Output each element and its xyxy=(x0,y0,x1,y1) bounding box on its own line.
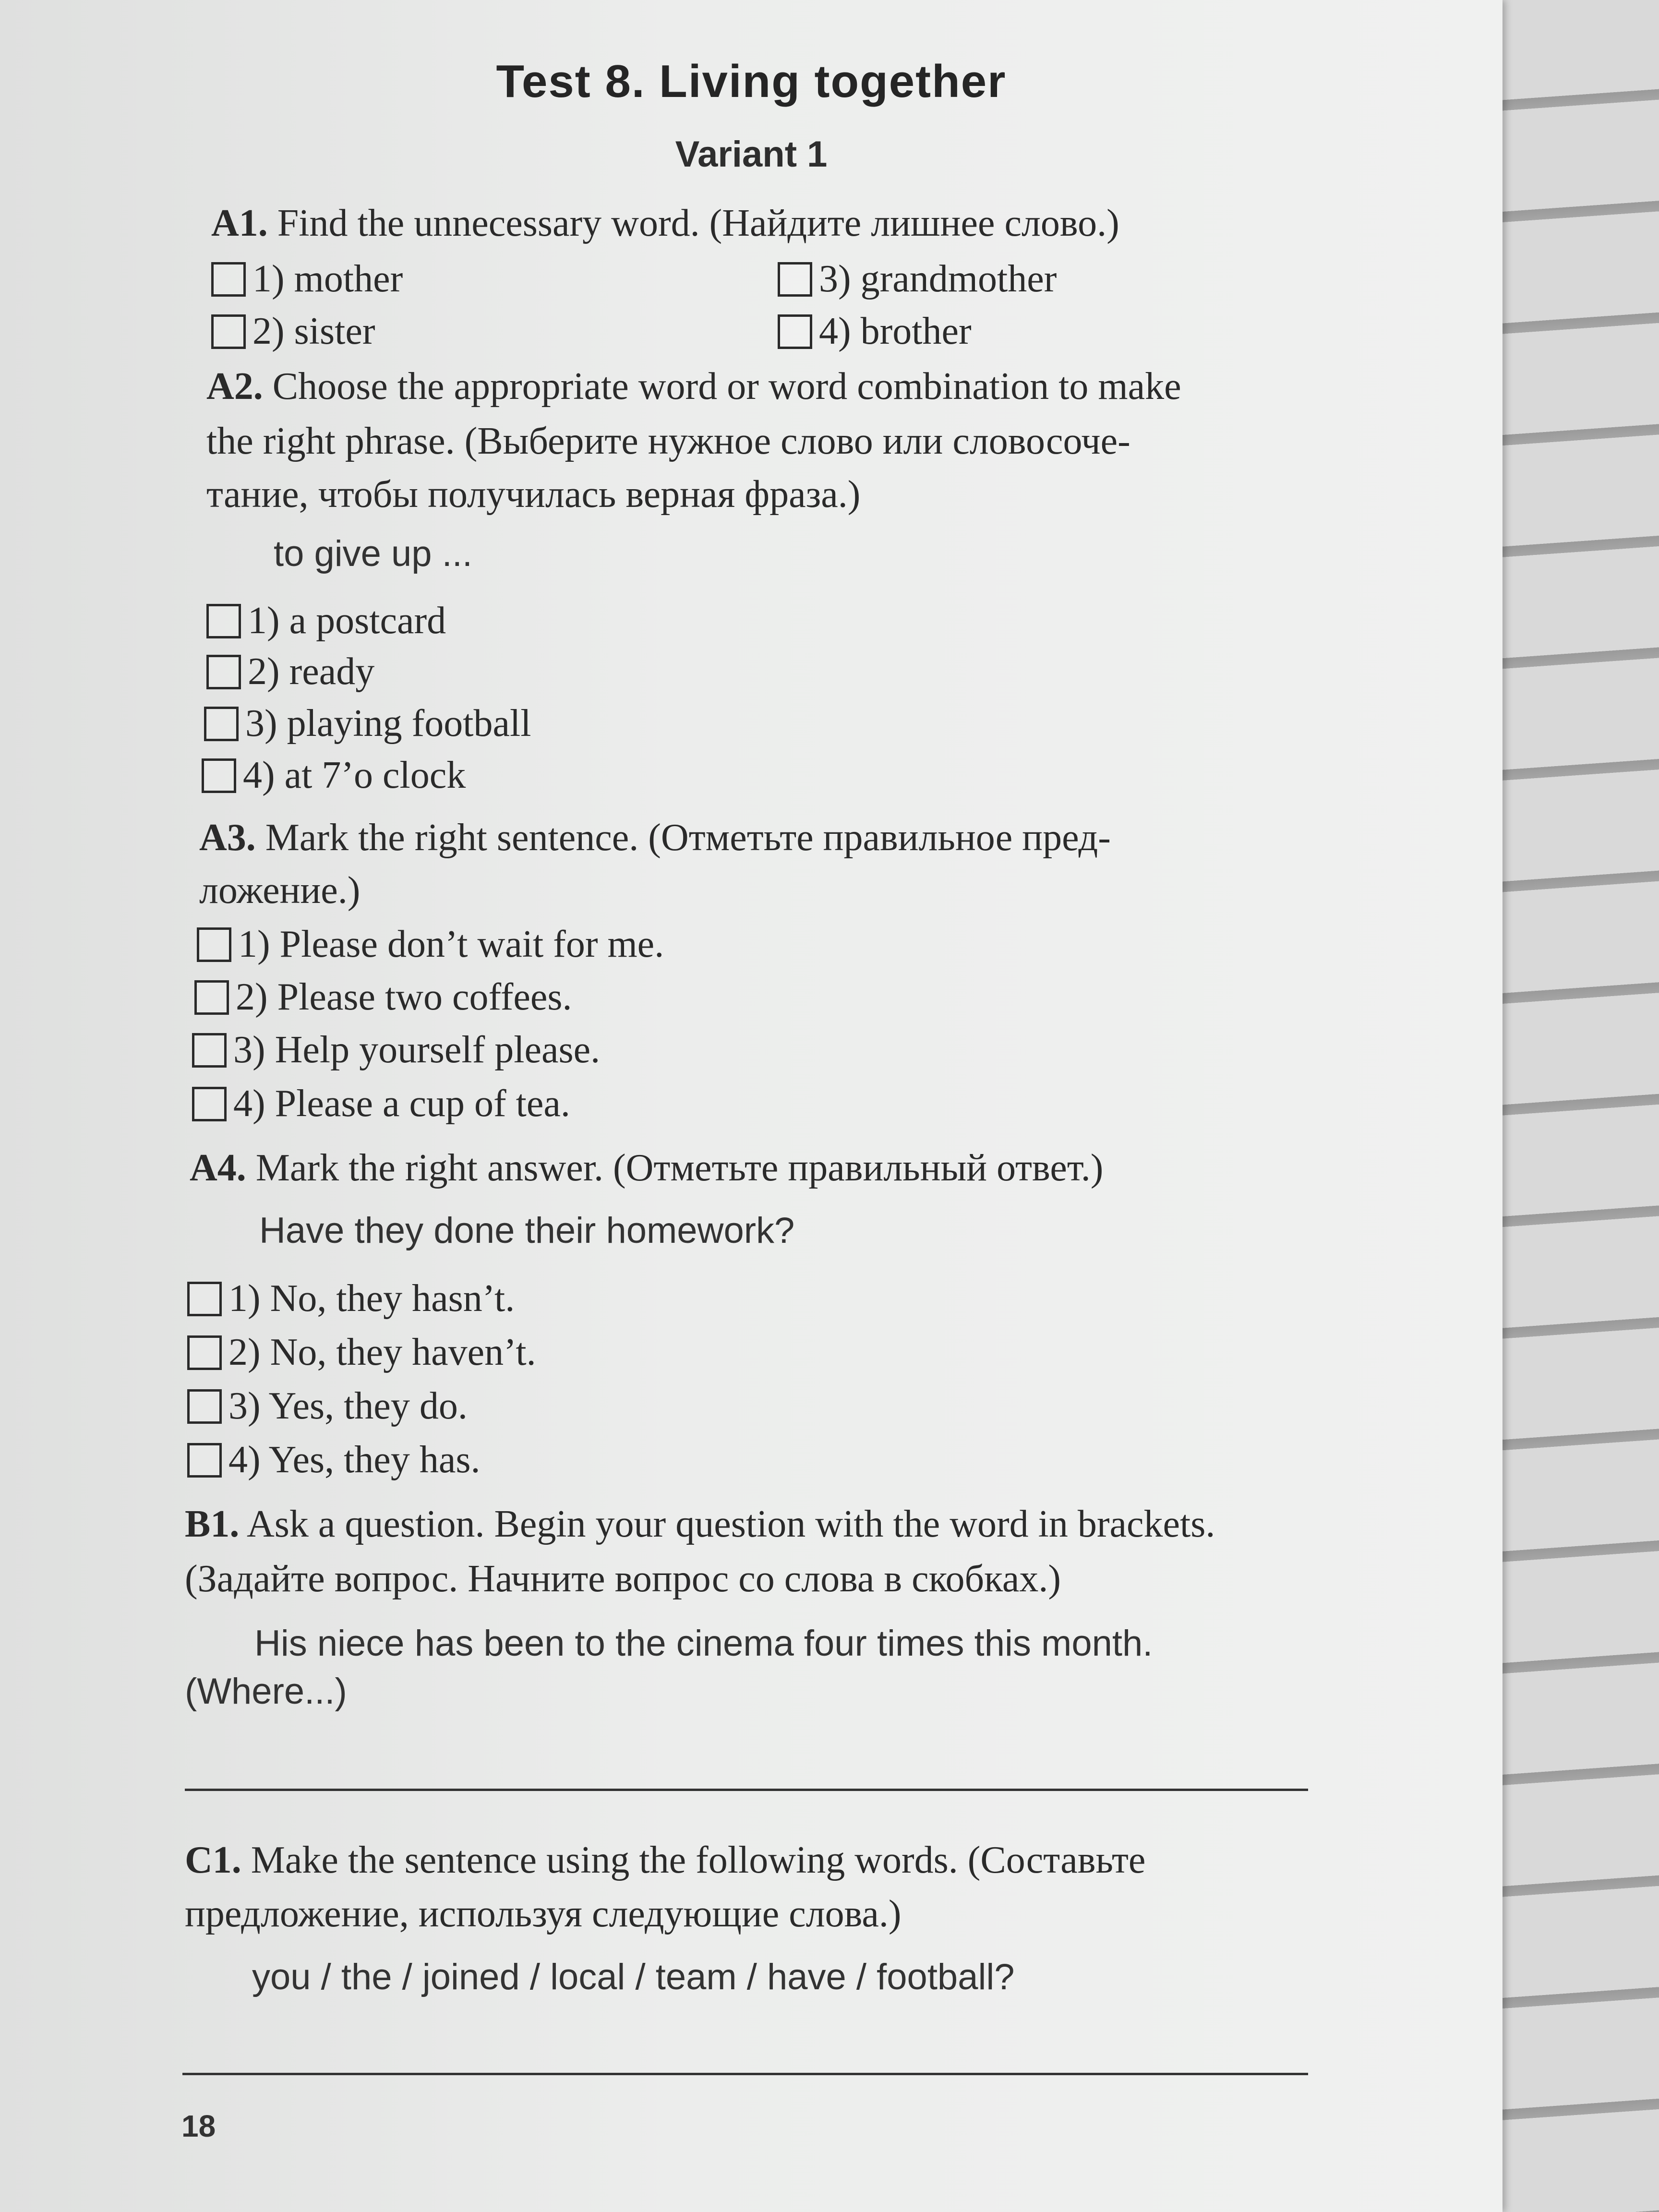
a1-option-3[interactable] xyxy=(778,257,1057,301)
option-label: 1) No, they hasn’t. xyxy=(228,1277,515,1320)
a2-question-line-3: тание, чтобы получилась верная фраза.) xyxy=(206,473,861,516)
b1-question-line-2: (Задайте вопрос. Начните вопрос со слова в скобках.) xyxy=(185,1558,1061,1600)
a3-question-line-2: ложение.) xyxy=(199,869,361,912)
option-label: 1) mother xyxy=(252,258,403,300)
checkbox[interactable] xyxy=(187,1282,222,1316)
b1-question-line-1 xyxy=(185,1503,1215,1546)
c1-answer-line[interactable] xyxy=(182,2073,1308,2075)
checkbox[interactable] xyxy=(206,655,241,689)
a2-option-1[interactable] xyxy=(206,599,446,643)
a2-option-4[interactable] xyxy=(202,754,466,797)
a4-number: A4. xyxy=(190,1147,246,1189)
a4-option-4[interactable] xyxy=(187,1438,480,1482)
option-label: 4) brother xyxy=(819,310,972,352)
option-label: 4) Yes, they has. xyxy=(228,1439,481,1481)
a3-number: A3. xyxy=(199,817,256,859)
a3-question-line-1 xyxy=(199,816,1111,860)
a1-option-2[interactable] xyxy=(211,310,375,353)
a3-option-2[interactable] xyxy=(194,975,572,1019)
striped-background xyxy=(1488,0,1659,2212)
a4-option-1[interactable] xyxy=(187,1277,515,1321)
checkbox[interactable] xyxy=(202,758,236,793)
option-label: 2) sister xyxy=(252,310,375,352)
page-number: 18 xyxy=(181,2109,216,2143)
a2-question-line-1 xyxy=(206,365,1181,409)
a3-option-3[interactable] xyxy=(192,1028,600,1072)
a4-question xyxy=(190,1146,1103,1190)
page-title: Test 8. Living together xyxy=(496,56,1007,107)
b1-answer-line[interactable] xyxy=(185,1789,1308,1791)
a2-question-line-2: the right phrase. (Выберите нужное слово или словосоче- xyxy=(206,420,1130,462)
a3-text-1: Mark the right sentence. (Отметьте правильное пред- xyxy=(265,817,1111,859)
checkbox[interactable] xyxy=(187,1335,222,1370)
a2-text-1: Choose the appropriate word or word combination to make xyxy=(272,365,1181,408)
checkbox[interactable] xyxy=(194,980,229,1015)
option-label: 3) Yes, they do. xyxy=(228,1385,468,1427)
a4-option-2[interactable] xyxy=(187,1331,536,1374)
a1-option-1[interactable] xyxy=(211,257,403,301)
c1-number: C1. xyxy=(185,1839,241,1881)
option-label: 3) Help yourself please. xyxy=(233,1029,601,1071)
c1-prompt: you / the / joined / local / team / have / football? xyxy=(252,1957,1015,1997)
option-label: 4) at 7’o clock xyxy=(243,754,466,796)
checkbox[interactable] xyxy=(211,262,246,297)
a4-prompt: Have they done their homework? xyxy=(259,1210,795,1251)
a2-prompt: to give up ... xyxy=(274,533,473,574)
checkbox[interactable] xyxy=(206,604,241,638)
option-label: 3) playing football xyxy=(245,702,531,745)
a2-option-3[interactable] xyxy=(204,702,531,745)
a1-text: Find the unnecessary word. (Найдите лишнее слово.) xyxy=(277,202,1119,244)
a4-text: Mark the right answer. (Отметьте правильный ответ.) xyxy=(255,1147,1104,1189)
c1-text-1: Make the sentence using the following words. (Составьте xyxy=(251,1839,1146,1881)
option-label: 1) Please don’t wait for me. xyxy=(238,923,664,965)
b1-text-1: Ask a question. Begin your question with the word in brackets. xyxy=(246,1503,1215,1545)
option-label: 1) a postcard xyxy=(248,600,446,642)
checkbox[interactable] xyxy=(778,262,812,297)
checkbox[interactable] xyxy=(187,1443,222,1478)
a1-question xyxy=(211,202,1119,245)
a2-number: A2. xyxy=(206,365,263,408)
option-label: 2) No, they haven’t. xyxy=(228,1331,536,1373)
checkbox[interactable] xyxy=(192,1087,227,1121)
a1-option-4[interactable] xyxy=(778,310,972,353)
a3-option-4[interactable] xyxy=(192,1082,570,1126)
option-label: 2) Please two coffees. xyxy=(236,976,572,1018)
checkbox[interactable] xyxy=(192,1033,227,1068)
checkbox[interactable] xyxy=(204,707,239,741)
b1-number: B1. xyxy=(185,1503,240,1545)
b1-prompt-line-2: (Where...) xyxy=(185,1671,347,1712)
checkbox[interactable] xyxy=(197,927,231,962)
checkbox[interactable] xyxy=(778,314,812,349)
a3-option-1[interactable] xyxy=(197,923,664,966)
checkbox[interactable] xyxy=(211,314,246,349)
checkbox[interactable] xyxy=(187,1389,222,1424)
option-label: 3) grandmother xyxy=(819,258,1057,300)
b1-prompt-line-1: His niece has been to the cinema four times this month. xyxy=(254,1623,1153,1664)
option-label: 2) ready xyxy=(248,650,375,693)
a2-option-2[interactable] xyxy=(206,650,374,694)
c1-question-line-2: предложение, используя следующие слова.) xyxy=(185,1893,902,1935)
a4-option-3[interactable] xyxy=(187,1384,468,1428)
option-label: 4) Please a cup of tea. xyxy=(233,1082,570,1125)
variant-heading: Variant 1 xyxy=(675,134,828,175)
c1-question-line-1 xyxy=(185,1839,1145,1882)
a1-number: A1. xyxy=(211,202,268,244)
